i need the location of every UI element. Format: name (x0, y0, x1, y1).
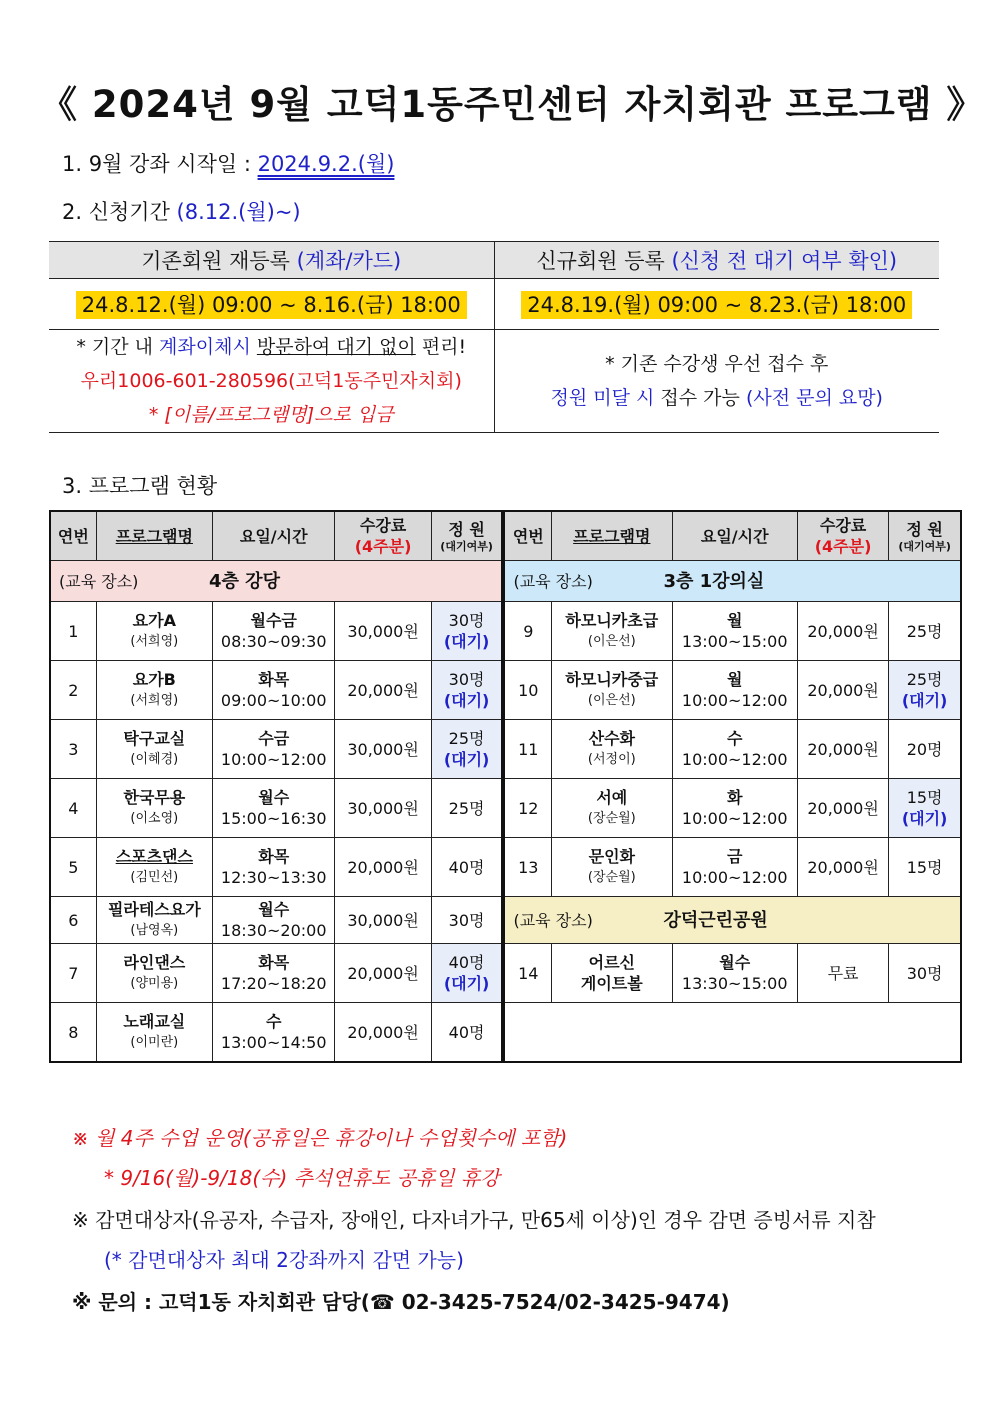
program-name: 요가A (서희영) (96, 602, 212, 661)
program-name: 어르신 게이트볼 (552, 944, 672, 1003)
program-capacity: 30명 (대기) (431, 661, 503, 720)
program-schedule: 수 13:00~14:50 (213, 1003, 335, 1063)
table-row (50, 779, 961, 838)
empty-cell (503, 1003, 961, 1063)
program-capacity: 25명 (431, 779, 503, 838)
program-fee: 20,000원 (797, 779, 888, 838)
program-name: 필라테스요가 (남영옥) (96, 897, 212, 944)
program-no: 12 (503, 779, 551, 838)
note-discount-limit: (* 감면대상자 최대 2강좌까지 감면 가능) (104, 1248, 464, 1272)
program-capacity: 20명 (889, 720, 961, 779)
program-schedule: 월수 18:30~20:00 (213, 897, 335, 944)
program-no: 10 (503, 661, 551, 720)
program-capacity: 25명 (대기) (889, 661, 961, 720)
program-no: 14 (503, 944, 551, 1003)
program-name: 문인화 (장순월) (552, 838, 672, 897)
registration-table (49, 241, 939, 433)
program-no: 1 (50, 602, 96, 661)
program-name: 한국무용 (이소영) (96, 779, 212, 838)
location-3f-room1: (교육 장소) 3층 1강의실 (503, 561, 961, 602)
note-holiday: * 9/16(월)-9/18(수) 추석연휴도 공휴일 휴강 (104, 1166, 500, 1190)
program-capacity: 25명 (대기) (431, 720, 503, 779)
apply-period-line (62, 196, 301, 226)
note-weekly: ※ 월 4주 수업 운영(공휴일은 휴강이나 수업횟수에 포함) (72, 1126, 568, 1150)
program-capacity: 30명 (431, 897, 503, 944)
new-period: 24.8.19.(월) 09:00 ~ 8.23.(금) 18:00 (494, 279, 939, 330)
program-name: 노래교실 (이미란) (96, 1003, 212, 1063)
program-capacity: 40명 (대기) (431, 944, 503, 1003)
program-no: 2 (50, 661, 96, 720)
program-name: 라인댄스 (양미용) (96, 944, 212, 1003)
program-no: 5 (50, 838, 96, 897)
table-row (50, 661, 961, 720)
program-capacity: 30명 (대기) (431, 602, 503, 661)
note-contact: ※ 문의 : 고덕1동 자치회관 담당(☎ 02-3425-7524/02-3425-9474) (72, 1290, 730, 1314)
program-fee: 20,000원 (797, 720, 888, 779)
table-row (50, 1003, 961, 1063)
waitlist-badge: (대기) (443, 974, 490, 993)
program-name: 산수화 (서정이) (552, 720, 672, 779)
start-date-value: 2024.9.2.(월) (257, 152, 395, 176)
table-row (50, 897, 961, 944)
program-fee: 30,000원 (335, 720, 431, 779)
apply-period-label: 2. 신청기간 (62, 200, 177, 224)
program-schedule: 월 13:00~15:00 (672, 602, 797, 661)
program-fee: 20,000원 (335, 1003, 431, 1063)
program-capacity: 25명 (889, 602, 961, 661)
program-fee: 20,000원 (797, 661, 888, 720)
new-notes: * 기존 수강생 우선 접수 후 정원 미달 시 접수 가능 (사전 문의 요망) (494, 330, 939, 433)
program-name: 요가B (서희영) (96, 661, 212, 720)
program-fee: 30,000원 (335, 779, 431, 838)
program-no: 8 (50, 1003, 96, 1063)
program-capacity: 15명 (대기) (889, 779, 961, 838)
program-fee: 30,000원 (335, 602, 431, 661)
page-title: 《 2024년 9월 고덕1동주민센터 자치회관 프로그램 》 (40, 83, 985, 126)
program-table (49, 510, 962, 1063)
program-schedule: 월수 15:00~16:30 (213, 779, 335, 838)
deposit-note: * [이름/프로그램명]으로 입금 (148, 404, 394, 426)
existing-notes: * 기간 내 계좌이체시 방문하여 대기 없이 편리! 우리1006-601-280596(고덕1동주민자치회) * [이름/프로그램명]으로 입금 (49, 330, 494, 433)
program-name: 탁구교실 (이혜경) (96, 720, 212, 779)
start-date-label: 1. 9월 강좌 시작일 : (62, 152, 258, 176)
program-name: 하모니카초급 (이은선) (552, 602, 672, 661)
waitlist-badge: (대기) (901, 691, 948, 710)
program-schedule: 월수 13:30~15:00 (672, 944, 797, 1003)
program-schedule: 화목 17:20~18:20 (213, 944, 335, 1003)
location-4f-hall: (교육 장소) 4층 강당 (50, 561, 503, 602)
program-schedule: 화 10:00~12:00 (672, 779, 797, 838)
program-no: 9 (503, 602, 551, 661)
apply-period-value: (8.12.(월)~) (176, 200, 301, 224)
program-name: 스포츠댄스 (김민선) (96, 838, 212, 897)
program-capacity: 40명 (431, 838, 503, 897)
program-fee: 무료 (797, 944, 888, 1003)
table-row (50, 838, 961, 897)
program-schedule: 화목 12:30~13:30 (213, 838, 335, 897)
program-no: 4 (50, 779, 96, 838)
program-schedule: 월수금 08:30~09:30 (213, 602, 335, 661)
program-name: 서예 (장순월) (552, 779, 672, 838)
program-schedule: 월 10:00~12:00 (672, 661, 797, 720)
table-row (50, 602, 961, 661)
program-name: 하모니카중급 (이은선) (552, 661, 672, 720)
program-no: 13 (503, 838, 551, 897)
program-fee: 20,000원 (335, 838, 431, 897)
program-fee: 20,000원 (797, 838, 888, 897)
program-fee: 30,000원 (335, 897, 431, 944)
program-schedule: 금 10:00~12:00 (672, 838, 797, 897)
program-schedule: 수금 10:00~12:00 (213, 720, 335, 779)
table-row (50, 944, 961, 1003)
waitlist-badge: (대기) (901, 809, 948, 828)
program-fee: 20,000원 (335, 944, 431, 1003)
start-date-line (62, 148, 394, 178)
program-no: 7 (50, 944, 96, 1003)
waitlist-badge: (대기) (443, 750, 490, 769)
program-fee: 20,000원 (335, 661, 431, 720)
section-title: 3. 프로그램 현황 (62, 474, 218, 498)
program-capacity: 30명 (889, 944, 961, 1003)
bank-account: 우리1006-601-280596(고덕1동주민자치회) (80, 370, 462, 392)
program-capacity: 40명 (431, 1003, 503, 1063)
program-fee: 20,000원 (797, 602, 888, 661)
program-schedule: 수 10:00~12:00 (672, 720, 797, 779)
waitlist-badge: (대기) (443, 632, 490, 651)
program-no: 6 (50, 897, 96, 944)
location-park: (교육 장소) 강덕근린공원 (503, 897, 961, 944)
note-discount: ※ 감면대상자(유공자, 수급자, 장애인, 다자녀가구, 만65세 이상)인 경우 감면 증빙서류 지참 (72, 1208, 876, 1232)
location-row (50, 561, 961, 602)
new-members-header: 신규회원 등록 (신청 전 대기 여부 확인) (494, 242, 939, 279)
program-no: 11 (503, 720, 551, 779)
table-row (50, 720, 961, 779)
program-schedule: 화목 09:00~10:00 (213, 661, 335, 720)
existing-period: 24.8.12.(월) 09:00 ~ 8.16.(금) 18:00 (49, 279, 494, 330)
table-header-row: 연번 프로그램명 요일/시간 수강료 (4주분) 정 원 (대기여부) 연번 프로그램명 요일/시간 수강료 (4주분) 정 원 (대기여부) (50, 511, 961, 561)
program-capacity: 15명 (889, 838, 961, 897)
existing-members-header: 기존회원 재등록 (계좌/카드) (49, 242, 494, 279)
program-no: 3 (50, 720, 96, 779)
waitlist-badge: (대기) (443, 691, 490, 710)
